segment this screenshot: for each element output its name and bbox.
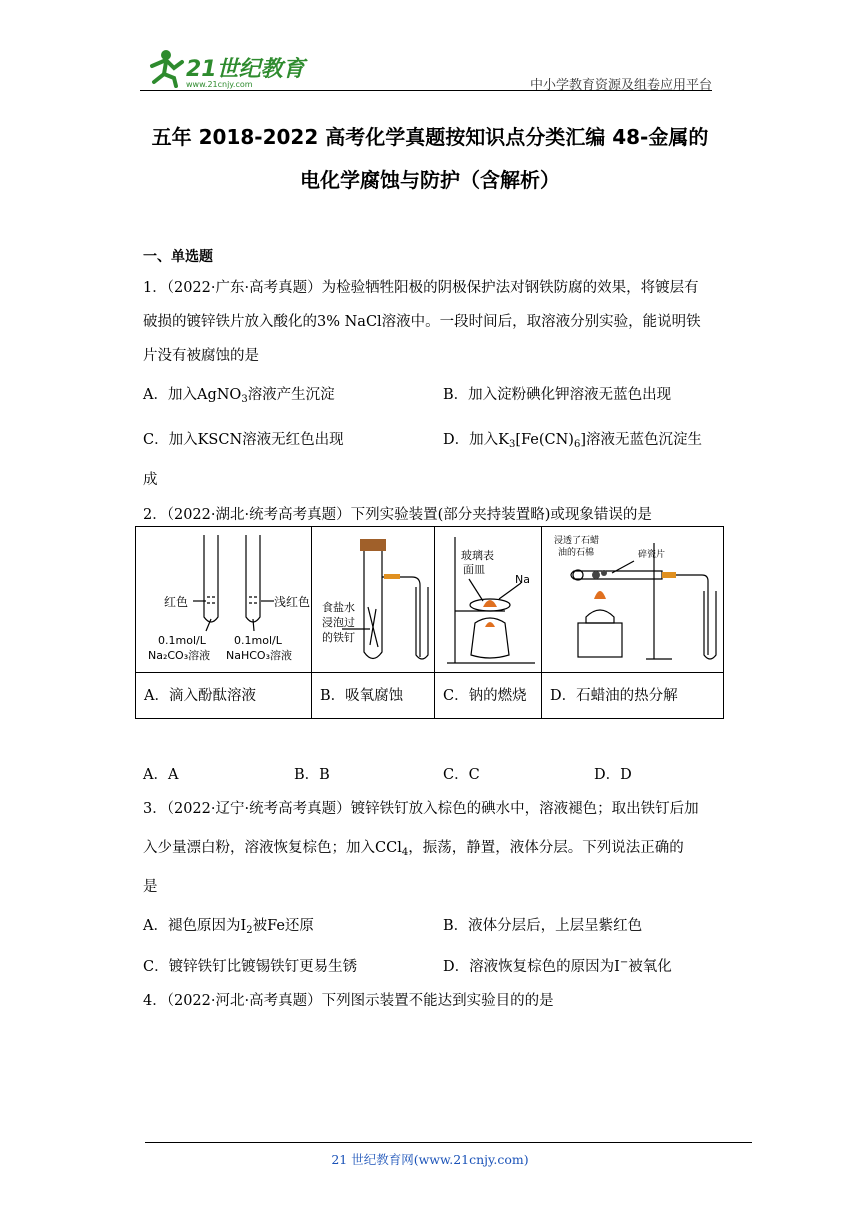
flame-icon (594, 591, 606, 599)
label-red: 红色 (164, 595, 189, 609)
logo-url: www.21cnjy.com (186, 80, 253, 89)
footer-divider (145, 1142, 752, 1143)
figure-d (542, 527, 723, 672)
label-soaked: 浸泡过 (322, 616, 355, 629)
q2-text-1: 2．（2022·湖北·统考高考真题）下列实验装置(部分夹持装置略)或现象错误的是 (143, 507, 652, 523)
q2-option-d[interactable]: D．D (594, 767, 632, 783)
q2-figure-table (135, 526, 724, 719)
q3-option-d[interactable]: D．溶液恢复棕色的原因为I−被氧化 (443, 957, 672, 975)
logo-text: 21世纪教育 (186, 57, 305, 82)
q2-option-a[interactable]: A．A (143, 767, 179, 783)
q3-text-3: 是 (143, 879, 158, 895)
test-tube-2 (246, 535, 260, 622)
label-asbestos-2: 油的石棉 (558, 548, 595, 558)
reaction-tube (571, 571, 662, 579)
stopper (360, 539, 386, 551)
runner-icon (152, 50, 182, 86)
q1-option-d[interactable]: D．加入$K_3[Fe(CN)_6]$溶液无蓝色沉淀生 (443, 432, 702, 450)
label-na: Na (515, 573, 530, 586)
footer-link[interactable]: 21 世纪教育网(www.21cnjy.com) (331, 1152, 529, 1167)
label-watch-glass-2: 面皿 (463, 563, 485, 576)
page-title-line-2: 电化学腐蚀与防护（含解析） (300, 168, 560, 192)
label-watch-glass-1: 玻璃表 (461, 549, 494, 562)
q1-option-b[interactable]: B．加入淀粉碘化钾溶液无蓝色出现 (443, 387, 672, 403)
q2-option-b[interactable]: B．B (294, 767, 330, 783)
section-heading: 一、单选题 (143, 249, 213, 265)
figure-a (136, 527, 312, 672)
figure-c (435, 527, 542, 672)
header-divider (140, 90, 712, 91)
page-title-line-1: 五年 2018-2022 高考化学真题按知识点分类汇编 48-金属的 (151, 125, 709, 149)
q1-option-d-wrap: 成 (143, 472, 158, 488)
q3-text-2: 入少量漂白粉，溶液恢复棕色；加入CCl$_4$，振荡，静置，液体分层。下列说法正确的 (143, 840, 684, 858)
label-conc-2: 0.1mol/L (234, 634, 282, 647)
q3-option-a[interactable]: A．褪色原因为$I_2$被Fe还原 (143, 918, 314, 936)
label-conc-1: 0.1mol/L (158, 634, 206, 647)
label-porcelain: 碎瓷片 (638, 550, 666, 560)
q2-option-c[interactable]: C．C (443, 767, 480, 783)
caption-c: C．钠的燃烧 (435, 673, 542, 719)
large-test-tube (364, 551, 382, 659)
label-iron-nail: 的铁钉 (322, 631, 355, 644)
label-salt-water: 食盐水 (322, 601, 355, 614)
site-logo (142, 46, 312, 90)
label-nahco3: NaHCO₃溶液 (226, 649, 292, 662)
figure-b (312, 527, 435, 672)
q3-option-c[interactable]: C．镀锌铁钉比镀锡铁钉更易生锈 (143, 959, 358, 975)
q1-option-a[interactable]: A．加入AgNO$_3$溶液产生沉淀 (143, 387, 335, 405)
caption-d: D．石蜡油的热分解 (550, 688, 678, 704)
flame-icon (483, 600, 497, 607)
caption-b: B．吸氧腐蚀 (312, 673, 435, 719)
label-light-red: 浅红色 (274, 595, 311, 609)
q3-text-1: 3．（2022·辽宁·统考高考真题）镀锌铁钉放入棕色的碘水中，溶液褪色；取出铁钉后加 (143, 801, 699, 817)
figure-captions (136, 672, 723, 719)
caption-a: A．滴入酚酞溶液 (136, 673, 312, 719)
label-asbestos-1: 浸透了石蜡 (554, 536, 600, 546)
q3-option-b[interactable]: B．液体分层后，上层呈紫红色 (443, 918, 643, 934)
q1-text-1: 1．（2022·广东·高考真题）为检验牺牲阳极的阴极保护法对钢铁防腐的效果，将镀层有 (143, 280, 699, 296)
label-na2co3: Na₂CO₃溶液 (148, 649, 211, 662)
test-tube-1 (204, 535, 218, 622)
q1-text-3: 片没有被腐蚀的是 (143, 348, 259, 364)
q1-option-c[interactable]: C．加入KSCN溶液无红色出现 (143, 432, 344, 448)
wood-block (578, 623, 622, 657)
q1-text-2: 破损的镀锌铁片放入酸化的3% NaCl溶液中。一段时间后，取溶液分别实验，能说明铁 (143, 314, 701, 330)
header-tagline: 中小学教育资源及组卷应用平台 (530, 78, 713, 93)
q4-text-1: 4．（2022·河北·高考真题）下列图示装置不能达到实验目的的是 (143, 993, 554, 1009)
